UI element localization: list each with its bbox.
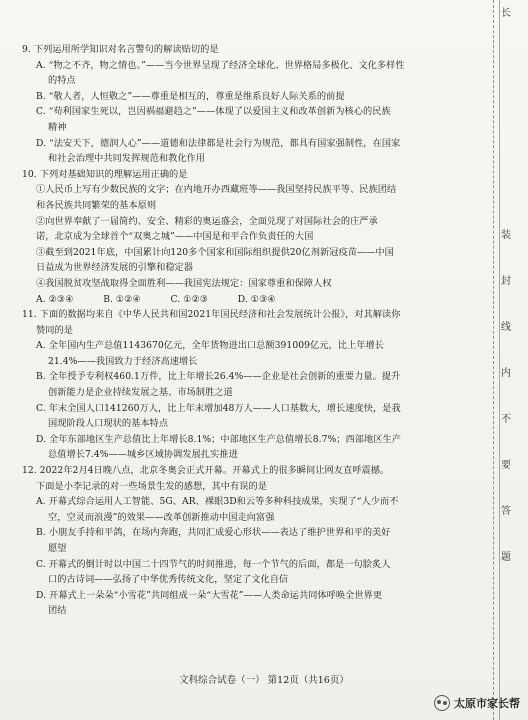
q12-option-b-cont: 愿望 — [48, 543, 67, 554]
binding-strip — [489, 0, 528, 720]
question-10-stem: 10. 下列对基础知识的理解运用正确的是 — [22, 168, 188, 180]
watermark — [434, 694, 520, 712]
q11-option-b-cont: 创新能力是企业持续发展之基、市场制胜之道 — [48, 387, 233, 399]
binding-char-2: 封 — [501, 276, 511, 287]
question-11-stem-cont: 赞同的是 — [36, 324, 73, 336]
page-footer: 文科综合试卷（一） 第12页（共16页） — [179, 675, 349, 686]
q11-option-d-cont: 总值增长7.4%——城乡区域协调发展扎实推进 — [48, 449, 238, 461]
binding-char-7: 答 — [501, 506, 511, 517]
binding-corner-char: 长 — [501, 8, 511, 19]
binding-char-6: 要 — [501, 460, 511, 471]
q9-option-d-cont: 和社会治理中共同发挥规范和教化作用 — [48, 153, 206, 165]
q11-option-d: D. 全年东部地区生产总值比上年增长8.1%；中部地区生产总值增长8.7%；西部地区生产 — [36, 433, 401, 445]
question-9 — [22, 42, 480, 167]
q11-option-b: B. 全年授予专利权460.1万件，比上年增长26.4%——企业是社会创新的重要力量。提升 — [36, 371, 401, 383]
q9-option-c-cont: 精神 — [48, 121, 67, 133]
q11-option-c-cont: 国现阶段人口现状的基本特点 — [48, 418, 169, 430]
binding-char-1: 装 — [501, 230, 511, 241]
question-9-stem: 9. 下列运用所学知识对名言警句的解读贴切的是 — [22, 44, 219, 55]
binding-char-8: 题 — [501, 552, 511, 563]
q12-option-c-cont: 口的古诗词——弘扬了中华优秀传统文化，坚定了文化自信 — [48, 574, 289, 586]
q10-item-3-cont: 日益成为世界经济发展的引擎和稳定器 — [36, 262, 194, 274]
binding-solid-line — [499, 0, 500, 720]
q9-option-d: D. “法安天下，德润人心”——道德和法律都是社会行为规范，都具有国家强制性，在国家 — [36, 137, 401, 149]
q10-item-2: ②向世界奉献了一届简约、安全、精彩的奥运盛会，全面兑现了对国际社会的庄严承 — [36, 215, 378, 227]
question-12 — [22, 463, 480, 619]
wechat-icon — [434, 695, 450, 711]
q9-option-a-cont: 的特点 — [48, 75, 76, 87]
binding-char-3: 线 — [501, 322, 511, 333]
binding-char-5: 不 — [501, 414, 511, 425]
question-12-stem: 12. 2022年2月4日晚八点，北京冬奥会正式开幕。开幕式上的很多瞬间让网友直呼震撼。 — [22, 465, 390, 477]
question-10 — [22, 167, 480, 307]
q12-option-b: B. 小朋友手持和平鸽，在场内奔跑，共同汇成爱心形状——表达了维护世界和平的美好 — [36, 527, 391, 539]
q11-option-a: A. 全年国内生产总值1143670亿元，全年货物进出口总额391009亿元，比上年增长 — [36, 340, 384, 352]
binding-dashed-line — [493, 0, 494, 720]
question-11 — [22, 307, 480, 463]
q12-option-a-cont: 空，空灵而浪漫”的效果——改革创新推动中国走向富强 — [48, 511, 275, 523]
question-12-stem-cont: 下面是小李记录的对一些场景生发的感想，其中有误的是 — [36, 480, 267, 492]
q9-option-a: A. “物之不齐，物之情也。”——当今世界呈现了经济全球化、世界格局多极化、文化多样性 — [36, 59, 405, 71]
q10-item-4: ④我国脱贫攻坚战取得全面胜利——我国宪法规定：国家尊重和保障人权 — [36, 277, 332, 289]
question-content — [22, 42, 480, 619]
q9-option-c: C. “苟利国家生死以，岂因祸福避趋之”——体现了以爱国主义和改革创新为核心的民族 — [36, 106, 391, 118]
question-11-stem: 11. 下面的数据均来自《中华人民共和国2021年国民经济和社会发展统计公报》，对其解读你 — [22, 309, 401, 321]
q10-item-1-cont: 和各民族共同繁荣的基本原则 — [36, 199, 157, 211]
watermark-text: 太原市家长帮 — [454, 697, 520, 710]
q11-option-a-cont: 21.4%——我国致力于经济高速增长 — [48, 355, 198, 367]
q12-option-d: D. 开幕式上一朵朵“小雪花”共同组成一朵“大雪花”——人类命运共同体呼唤全世界更 — [36, 589, 383, 601]
q12-option-c: C. 开幕式的倒计时以中国二十四节气的时间推进，每一个节气的后面，都是一句脍炙人 — [36, 558, 391, 570]
q9-option-b: B. “敬人者，人恒敬之”——尊重是相互的，尊重是维系良好人际关系的前提 — [36, 90, 345, 102]
q10-item-2-cont: 诺，北京成为全球首个“双奥之城”——中国是和平合作负责任的大国 — [36, 231, 314, 243]
q10-item-3: ③截至到2021年底，中国累计向120多个国家和国际组织提供20亿剂新冠疫苗——中国 — [36, 246, 394, 258]
q12-option-a: A. 开幕式综合运用人工智能、5G、AR、裸眼3D和云等多种科技成果，实现了“人少而不 — [36, 496, 399, 508]
binding-char-4: 内 — [501, 368, 511, 379]
q10-item-1: ①人民币上写有少数民族的文字；在内地开办西藏班等——我国坚持民族平等、民族团结 — [36, 184, 397, 196]
q12-option-d-cont: 团结 — [48, 605, 67, 617]
q10-choices: A. ②③④ B. ①②④ C. ①②③ D. ①③④ — [36, 293, 276, 305]
q11-option-c: C. 年末全国人口141260万人，比上年末增加48万人——人口基数大，增长速度快，是我 — [36, 402, 401, 414]
